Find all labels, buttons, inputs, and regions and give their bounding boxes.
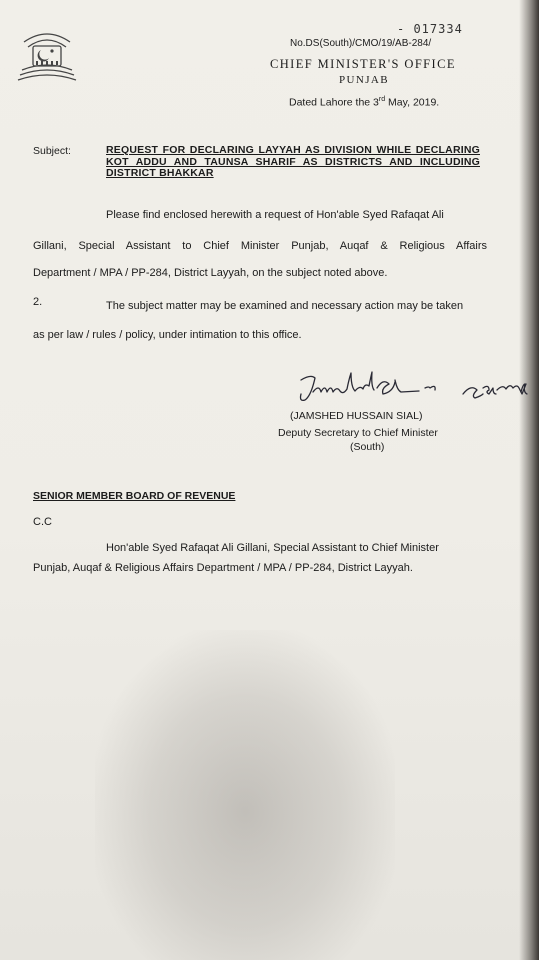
page-edge [519,0,539,960]
date-prefix: Dated Lahore the 3 [289,96,379,109]
paragraph2-line2: as per law / rules / policy, under intimation to this office. [33,329,302,341]
signatory-title: Deputy Secretary to Chief Minister [278,427,438,439]
signatory-name: (JAMSHED HUSSAIN SIAL) [290,410,423,422]
paragraph1-line1: Please find enclosed herewith a request of Hon'able Syed Rafaqat Ali [106,209,444,221]
serial-number: - 017334 [397,22,463,36]
addressee: SENIOR MEMBER BOARD OF REVENUE [33,490,236,502]
office-name: CHIEF MINISTER'S OFFICE [270,57,456,71]
subject-label: Subject: [33,145,71,157]
paragraph2-line1: The subject matter may be examined and necessary action may be taken [106,300,464,312]
date-suffix: May, 2019. [385,96,440,109]
paragraph1-line2: Gillani, Special Assistant to Chief Minister Punjab, Auqaf & Religious Affairs [33,240,487,252]
paragraph2-number: 2. [33,296,43,308]
signatory-subtitle: (South) [350,441,385,453]
date-line [289,96,439,109]
office-province: PUNJAB [339,74,389,86]
government-emblem-logo [14,20,80,86]
reference-number: No.DS(South)/CMO/19/AB-284/ [290,38,432,49]
cc-label: C.C [33,516,52,528]
subject-text: REQUEST FOR DECLARING LAYYAH AS DIVISION WHILE DECLARING KOT ADDU AND TAUNSA SHARIF AS DISTRICTS AND INCLUDING DISTRICT BHAKKAR [106,144,480,179]
cc-line2: Punjab, Auqaf & Religious Affairs Department / MPA / PP-284, District Layyah. [33,562,413,574]
date-ordinal: rd [378,96,386,103]
cc-line1: Hon'able Syed Rafaqat Ali Gillani, Special Assistant to Chief Minister [106,542,439,554]
paragraph1-line3: Department / MPA / PP-284, District Layyah, on the subject noted above. [33,267,388,279]
